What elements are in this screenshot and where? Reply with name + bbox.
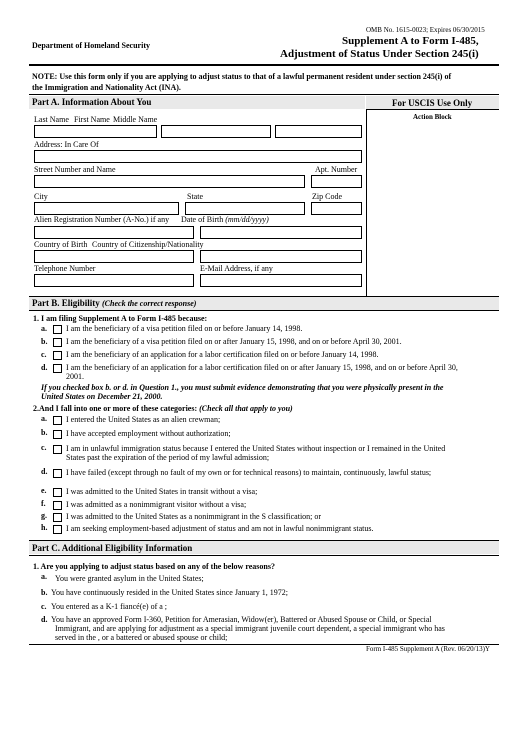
q2-e-letter: e. — [41, 486, 47, 495]
address-field[interactable] — [34, 150, 362, 163]
q1-note-line2: United States on December 21, 2000. — [41, 392, 163, 401]
q1-b-text: I am the beneficiary of a visa petition filed on or after January 15, 1998, and on or before April 30, 2001. — [66, 337, 402, 346]
q1-d-letter: d. — [41, 363, 48, 372]
country-citizenship-label: Country of Citizenship/Nationality — [92, 240, 204, 249]
note-rule — [29, 94, 499, 95]
q2-b-text: I have accepted employment without authorization; — [66, 429, 231, 438]
q2-e-checkbox[interactable] — [53, 488, 62, 497]
q1-b-checkbox[interactable] — [53, 338, 62, 347]
q2-d-letter: d. — [41, 467, 48, 476]
q2-g-text: I was admitted to the United States as a nonimmigrant in the S classification; or — [66, 512, 322, 521]
c-d-letter: d. — [41, 615, 48, 624]
middle-name-field[interactable] — [275, 125, 362, 138]
a-number-label: Alien Registration Number (A-No.) if any — [34, 215, 170, 224]
uscis-heading: For USCIS Use Only — [392, 98, 473, 108]
c-d-text: You have an approved Form I-360, Petition for Amerasian, Widow(er), Battered or Abused Spouse or Child, or Special — [51, 615, 432, 624]
c-c-text: You entered as a K-1 fiancé(e) of a ; — [51, 602, 168, 611]
q2-f-checkbox[interactable] — [53, 501, 62, 510]
part-c-q1: 1. Are you applying to adjust status based on any of the below reasons? — [33, 562, 275, 571]
c-b-text: You have continuously resided in the United States since January 1, 1972; — [51, 588, 288, 597]
q2-b-checkbox[interactable] — [53, 430, 62, 439]
part-c-rule — [29, 555, 499, 556]
part-b-q2: 2.And I fall into one or more of these categories: (Check all that apply to you) — [33, 404, 293, 413]
country-birth-field[interactable] — [34, 250, 194, 263]
q2-c-letter: c. — [41, 443, 47, 452]
q1-d-checkbox[interactable] — [53, 364, 62, 373]
c-d-text-cont: Immigrant, and are applying for adjustment as a special immigrant juvenile court dependent, a special immigrant who has — [55, 624, 445, 633]
c-c-letter: c. — [41, 602, 47, 611]
q2-a-text: I entered the United States as an alien crewman; — [66, 415, 221, 424]
part-b-rule — [29, 310, 499, 311]
q2-c-text-cont: States past the expiration of the period of my lawful admission; — [66, 453, 270, 462]
middle-name-label: Middle Name — [113, 115, 158, 124]
apt-label: Apt. Number — [315, 165, 358, 174]
form-title-line2: Adjustment of Status Under Section 245(i) — [280, 48, 479, 60]
q2-f-letter: f. — [41, 499, 46, 508]
note-line2: the Immigration and Nationality Act (INA). — [32, 83, 181, 92]
country-citizenship-field[interactable] — [200, 250, 362, 263]
address-label: Address: In Care Of — [34, 140, 99, 149]
form-title-line1: Supplement A to Form I-485, — [342, 35, 479, 47]
q1-b-letter: b. — [41, 337, 48, 346]
street-field[interactable] — [34, 175, 305, 188]
q2-g-checkbox[interactable] — [53, 513, 62, 522]
country-birth-label: Country of Birth — [34, 240, 88, 249]
city-label: City — [34, 192, 48, 201]
zip-field[interactable] — [311, 202, 362, 215]
zip-label: Zip Code — [312, 192, 342, 201]
q2-d-checkbox[interactable] — [53, 469, 62, 478]
q2-c-text: I am in unlawful immigration status because I entered the United States without inspection or I remained in the United — [66, 444, 446, 453]
q2-h-text: I am seeking employment-based adjustment of status and am not in lawful nonimmigrant status. — [66, 524, 374, 533]
action-block-label: Action Block — [413, 113, 452, 121]
c-a-text: You were granted asylum in the United States; — [55, 574, 204, 583]
note-line1: NOTE: Use this form only if you are applying to adjust status to that of a lawful permanent resident under section 245(i) of — [32, 72, 452, 81]
first-name-label: First Name — [74, 115, 110, 124]
q2-f-text: I was admitted as a nonimmigrant visitor without a visa; — [66, 500, 247, 509]
city-field[interactable] — [34, 202, 179, 215]
q2-c-checkbox[interactable] — [53, 445, 62, 454]
street-label: Street Number and Name — [34, 165, 116, 174]
q2-b-letter: b. — [41, 428, 48, 437]
state-label: State — [187, 192, 203, 201]
department-name: Department of Homeland Security — [32, 41, 150, 50]
q2-g-letter: g. — [41, 511, 47, 520]
telephone-label: Telephone Number — [34, 264, 96, 273]
last-name-label: Last Name — [34, 115, 69, 124]
q1-d-text: I am the beneficiary of an application for a labor certification filed on or after January 15, 1998, and on or before April 30, — [66, 363, 458, 372]
email-label: E-Mail Address, if any — [200, 264, 273, 273]
c-d-text-cont2: served in the , or a battered or abused spouse or child; — [55, 633, 228, 642]
q1-a-text: I am the beneficiary of a visa petition filed on or before January 14, 1998. — [66, 324, 303, 333]
q2-e-text: I was admitted to the United States in transit without a visa; — [66, 487, 258, 496]
q1-c-text: I am the beneficiary of an application for a labor certification filed on or before January 14, 1998. — [66, 350, 379, 359]
q1-a-checkbox[interactable] — [53, 325, 62, 334]
apt-field[interactable] — [311, 175, 362, 188]
q2-d-text: I have failed (except through no fault of my own or for technical reasons) to maintain, continuously, lawful status; — [66, 468, 432, 477]
first-name-field[interactable] — [161, 125, 271, 138]
state-field[interactable] — [185, 202, 305, 215]
q2-h-letter: h. — [41, 523, 48, 532]
last-name-field[interactable] — [34, 125, 157, 138]
q1-c-letter: c. — [41, 350, 47, 359]
c-b-letter: b. — [41, 588, 48, 597]
q2-h-checkbox[interactable] — [53, 525, 62, 534]
dob-field[interactable] — [200, 226, 362, 239]
q1-d-text-cont: 2001. — [66, 372, 84, 381]
part-b-q1: 1. I am filing Supplement A to Form I-485 because: — [33, 314, 208, 323]
part-b-heading: Part B. Eligibility (Check the correct response) — [32, 298, 197, 308]
header-rule — [29, 64, 499, 66]
a-number-field[interactable] — [34, 226, 194, 239]
part-c-heading: Part C. Additional Eligibility Information — [32, 543, 193, 553]
email-field[interactable] — [200, 274, 362, 287]
q1-a-letter: a. — [41, 324, 47, 333]
telephone-field[interactable] — [34, 274, 194, 287]
omb-number: OMB No. 1615-0023; Expires 06/30/2015 — [366, 26, 485, 34]
c-a-letter: a. — [41, 572, 47, 581]
q1-note-line1: If you checked box b. or d. in Question 1., you must submit evidence demonstrating that you were physically present in the — [41, 383, 444, 392]
q2-a-letter: a. — [41, 414, 47, 423]
form-id: Form I-485 Supplement A (Rev. 06/20/13)Y — [366, 645, 490, 653]
q2-a-checkbox[interactable] — [53, 416, 62, 425]
dob-label: Date of Birth (mm/dd/yyyy) — [181, 215, 269, 224]
uscis-use-only-box — [366, 96, 499, 296]
q1-c-checkbox[interactable] — [53, 351, 62, 360]
part-a-heading: Part A. Information About You — [32, 97, 152, 107]
